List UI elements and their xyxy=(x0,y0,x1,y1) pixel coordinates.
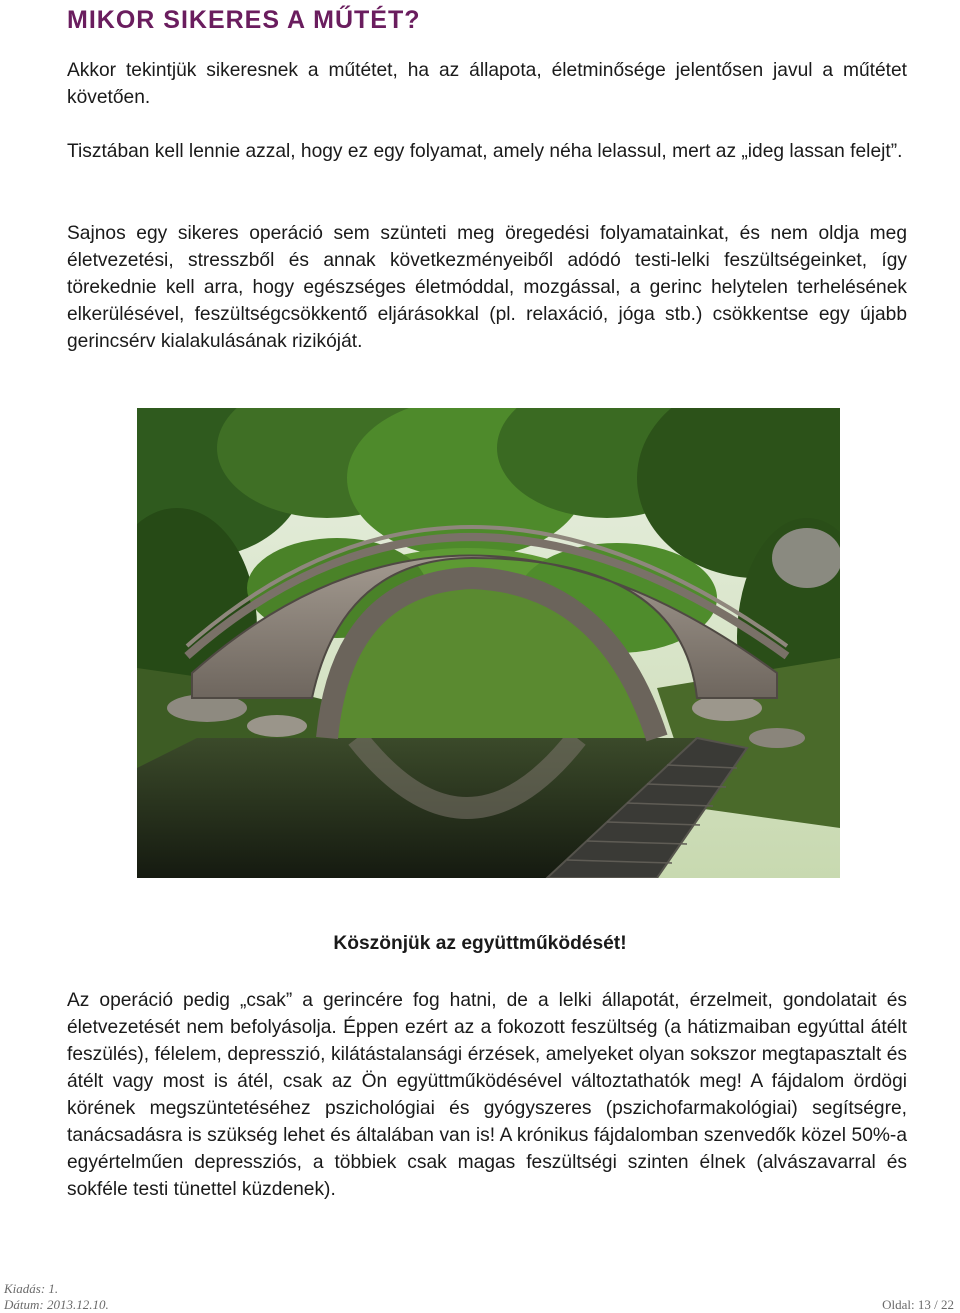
paragraph-lifestyle: Sajnos egy sikeres operáció sem szünteti meg öregedési folyamatainkat, és nem oldja meg életvezetési, stresszből és annak következményeiből adódó testi-lelki feszültségeinket, így törekednie kell arra, hogy egészséges életmóddal, mozgással, a gerinc helytelen terhelésének elkerülésével, feszültségcsökkentő eljárásokkal (pl. relaxáció, jóga stb.) csökkentse egy újabb gerincsérv kialakulásának rizikóját. xyxy=(67,223,907,352)
page-title: MIKOR SIKERES A MŰTÉT? xyxy=(67,6,421,34)
thanks-heading: Köszönjük az együttműködését! xyxy=(333,933,627,954)
paragraph-process: Tisztában kell lennie azzal, hogy ez egy folyamat, amely néha lelassul, mert az „ideg lassan felejt”. xyxy=(67,141,903,162)
footer-edition: Kiadás: 1. xyxy=(4,1281,59,1296)
footer-date: Dátum: 2013.12.10. xyxy=(4,1297,109,1312)
footer-page-number: Oldal: 13 / 22 xyxy=(882,1297,954,1312)
paragraph-psychology: Az operáció pedig „csak” a gerincére fog hatni, de a lelki állapotát, érzelmeit, gondolatait és életvezetését nem befolyásolja. Éppen ezért az a fokozott feszültség (a hátizmaiban egyúttal átélt feszülés), félelem, depresszió, kilátástalansági érzések, amelyeket olyan sokszor megtapasztalt és átélt vagy most is átél, csak az Ön együttműködésével változtathatók meg! A fájdalom ördögi körének megszüntetéséhez pszichológiai és gyógyszeres (pszichofarmakológiai) segítségre, tanácsadásra is szükség lehet és általában van is! A krónikus fájdalomban szenvedők közel 50%-a egyértelműen depressziós, a többiek csak magas feszültségi szinten élnek (alvászavarral és sokféle testi tünettel küzdenek). xyxy=(67,990,907,1200)
paragraph-success-definition: Akkor tekintjük sikeresnek a műtétet, ha az állapota, életminősége jelentősen javul a műtétet követően. xyxy=(67,60,907,108)
arched-bridge-photo xyxy=(137,408,840,878)
